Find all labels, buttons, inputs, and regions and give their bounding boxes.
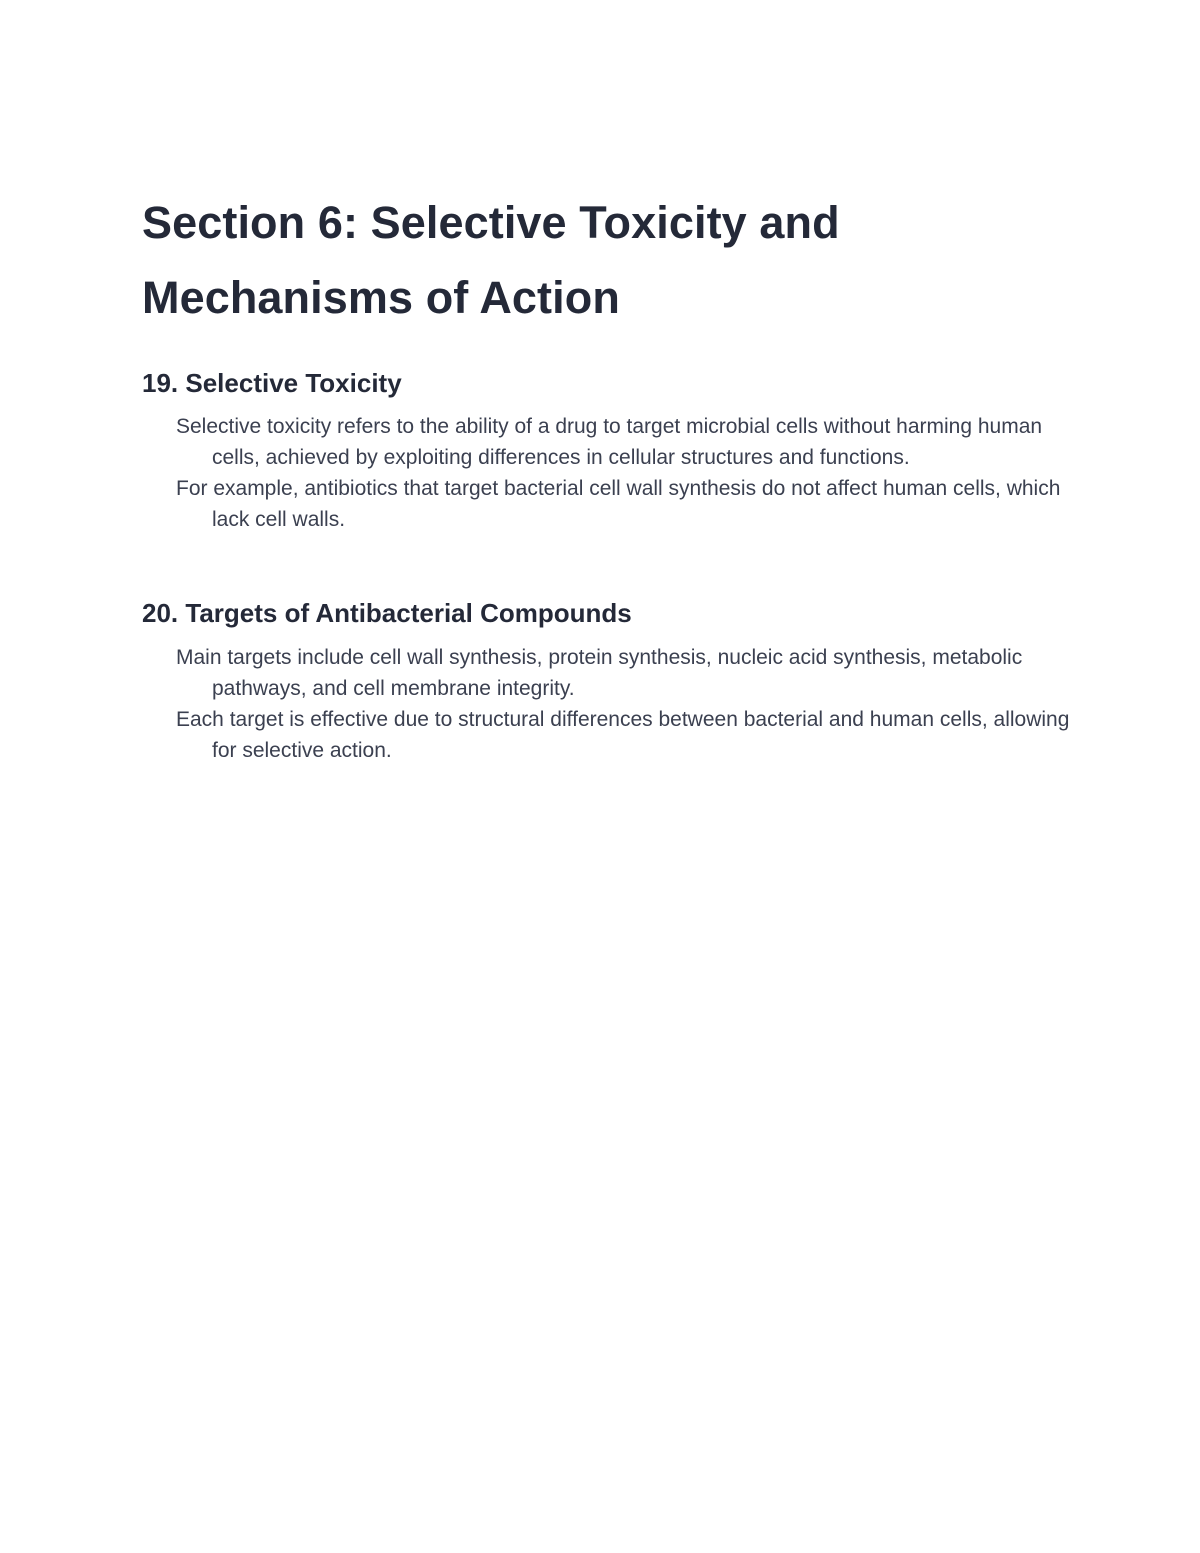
- section-body-selective-toxicity: [176, 411, 1076, 535]
- paragraph: Selective toxicity refers to the ability of a drug to target microbial cells without harming human cells, achieved by exploiting differences in cellular structures and functions.: [176, 415, 1043, 469]
- section-body-antibacterial-targets: [176, 642, 1076, 766]
- page-title: Section 6: Selective Toxicity and Mechanisms of Action: [142, 197, 840, 323]
- section-heading-antibacterial-targets: 20. Targets of Antibacterial Compounds: [142, 598, 632, 628]
- section-heading-selective-toxicity: 19. Selective Toxicity: [142, 368, 402, 398]
- paragraph: For example, antibiotics that target bacterial cell wall synthesis do not affect human cells, which lack cell walls.: [176, 477, 1061, 531]
- paragraph: Main targets include cell wall synthesis, protein synthesis, nucleic acid synthesis, metabolic pathways, and cell membrane integrity.: [176, 646, 1023, 700]
- paragraph: Each target is effective due to structural differences between bacterial and human cells, allowing for selective action.: [176, 708, 1070, 762]
